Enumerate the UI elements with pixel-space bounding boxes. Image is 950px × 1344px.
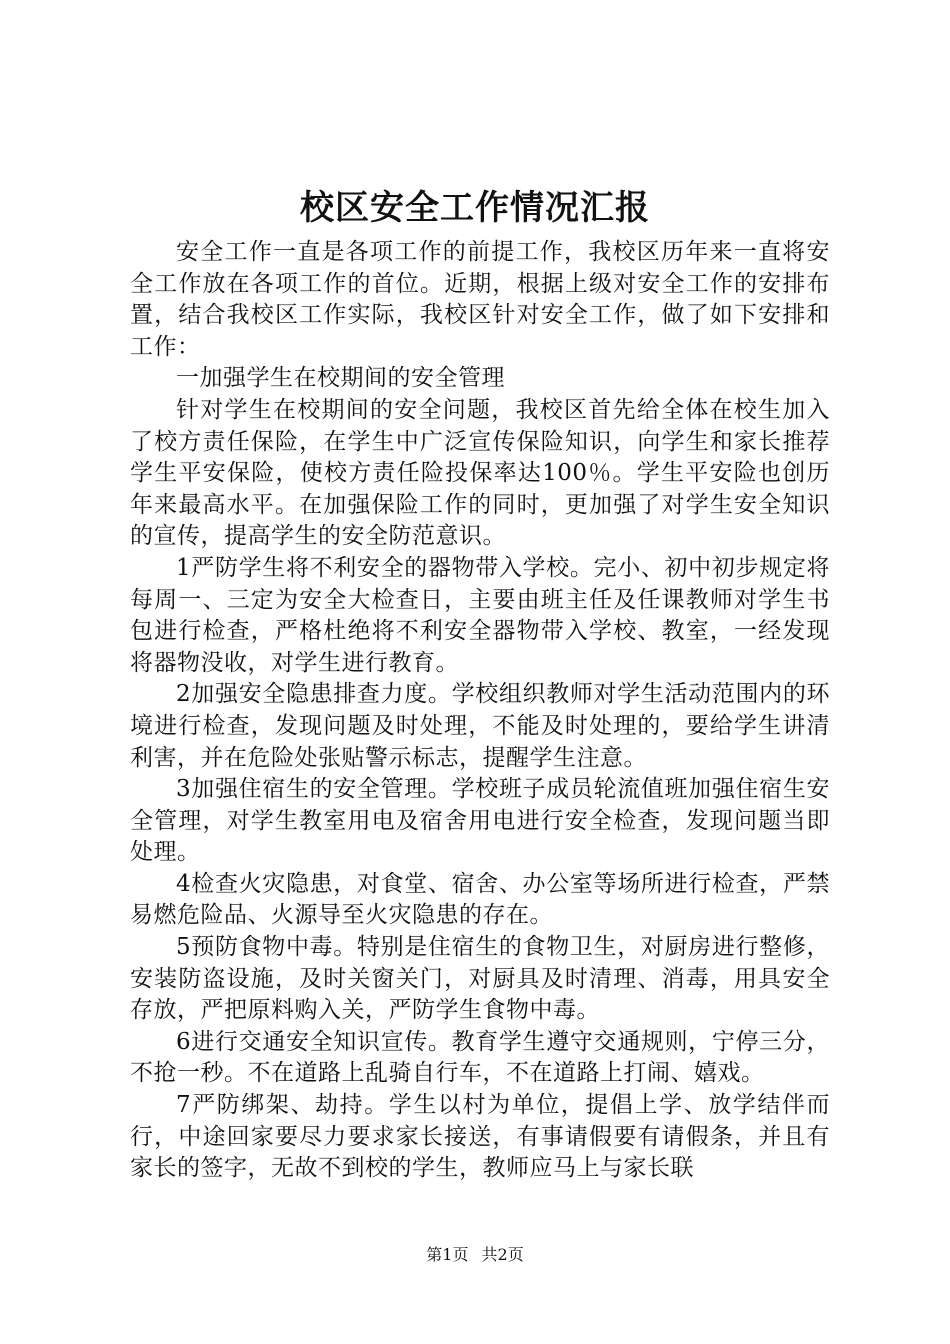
page-number: 第1页 [426, 1245, 469, 1264]
paragraph: 2加强安全隐患排查力度。学校组织教师对学生活动范围内的环境进行检查，发现问题及时处理，不能及时处理的，要给学生讲清利害，并在危险处张贴警示标志，提醒学生注意。 [130, 681, 830, 771]
paragraph: 6进行交通安全知识宣传。教育学生遵守交通规则，宁停三分，不抢一秒。不在道路上乱骑自行车，不在道路上打闹、嬉戏。 [130, 1028, 830, 1087]
paragraph: 3加强住宿生的安全管理。学校班子成员轮流值班加强住宿生安全管理，对学生教室用电及宿舍用电进行安全检查，发现问题当即处理。 [130, 776, 830, 866]
paragraph: 7严防绑架、劫持。学生以村为单位，提倡上学、放学结伴而行，中途回家要尽力要求家长接送，有事请假要有请假条，并且有家长的签字，无故不到校的学生，教师应马上与家长联 [130, 1092, 830, 1182]
section-heading: 一加强学生在校期间的安全管理 [176, 365, 505, 392]
paragraph: 4检查火灾隐患，对食堂、宿舍、办公室等场所进行检查，严禁易燃危险品、火源导至火灾隐患的存在。 [130, 870, 830, 929]
document-title: 校区安全工作情况汇报 [300, 188, 650, 228]
paragraph: 安全工作一直是各项工作的前提工作，我校区历年来一直将安全工作放在各项工作的首位。近期，根据上级对安全工作的安排布置，结合我校区工作实际，我校区针对安全工作，做了如下安排和工作： [130, 239, 830, 360]
paragraph: 5预防食物中毒。特别是住宿生的食物卫生，对厨房进行整修，安装防盗设施，及时关窗关门，对厨具及时清理、消毒，用具安全存放，严把原料购入关，严防学生食物中毒。 [130, 934, 830, 1024]
page-total: 共2页 [481, 1245, 524, 1264]
page-footer [0, 1244, 950, 1266]
paragraph: 1严防学生将不利安全的器物带入学校。完小、初中初步规定将每周一、三定为安全大检查日，主要由班主任及任课教师对学生书包进行检查，严格杜绝将不利安全器物带入学校、教室，一经发现将器物没收，对学生进行教育。 [130, 554, 830, 676]
paragraph: 针对学生在校期间的安全问题，我校区首先给全体在校生加入了校方责任保险，在学生中广泛宣传保险知识，向学生和家长推荐学生平安保险，使校方责任险投保率达100％。学生平安险也创历年来最高水平。在加强保险工作的同时，更加强了对学生安全知识的宣传，提高学生的安全防范意识。 [130, 396, 830, 550]
document-body [130, 237, 830, 1185]
